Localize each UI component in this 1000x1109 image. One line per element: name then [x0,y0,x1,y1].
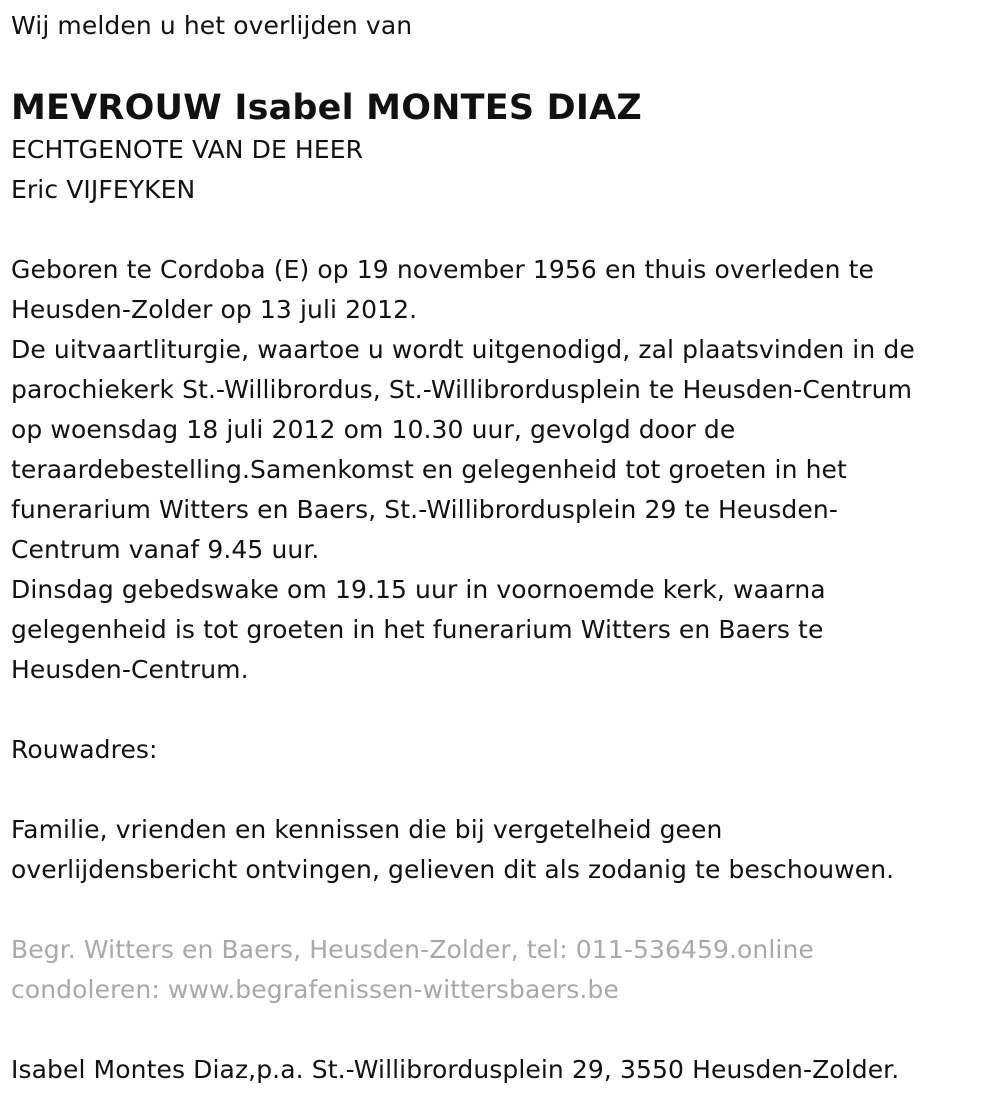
body-line: gelegenheid is tot groeten in het funerarium Witters en Baers te [11,615,824,644]
spacer [11,890,1000,930]
undertaker-line: condoleren: www.begrafenissen-wittersbaers.be [11,975,619,1004]
spacer [11,210,1000,250]
body-line: Geboren te Cordoba (E) op 19 november 1956 en thuis overleden te [11,255,874,284]
body-line: parochiekerk St.-Willibrordus, St.-Willibrordusplein te Heusden-Centrum [11,375,913,404]
deceased-name: MEVROUW Isabel MONTES DIAZ [11,88,642,128]
mourning-address: Isabel Montes Diaz,p.a. St.-Willibrordusplein 29, 3550 Heusden-Zolder. [11,1055,900,1084]
spacer [11,690,1000,730]
spacer [11,770,1000,810]
family-notice [11,810,1000,890]
family-line: Familie, vrienden en kennissen die bij vergetelheid geen [11,815,723,844]
undertaker-line: Begr. Witters en Baers, Heusden-Zolder, tel: 011-536459.online [11,935,814,964]
spacer [11,1010,1000,1050]
body-line: teraardebestelling.Samenkomst en gelegenheid tot groeten in het [11,455,847,484]
rouwadres-label: Rouwadres: [11,735,158,764]
body-line: Centrum vanaf 9.45 uur. [11,535,320,564]
body-text [11,250,1000,690]
spouse-block [11,130,1000,210]
body-line: De uitvaartliturgie, waartoe u wordt uitgenodigd, zal plaatsvinden in de [11,335,915,364]
spouse-line-1: ECHTGENOTE VAN DE HEER [11,135,364,164]
body-line: Dinsdag gebedswake om 19.15 uur in voornoemde kerk, waarna [11,575,826,604]
body-line: funerarium Witters en Baers, St.-Willibrordusplein 29 te Heusden- [11,495,838,524]
body-line: Heusden-Centrum. [11,655,249,684]
family-line: overlijdensbericht ontvingen, gelieven dit als zodanig te beschouwen. [11,855,895,884]
intro-text: Wij melden u het overlijden van [11,11,413,40]
spouse-line-2: Eric VIJFEYKEN [11,175,196,204]
undertaker-info [11,930,1000,1010]
body-line: Heusden-Zolder op 13 juli 2012. [11,295,418,324]
body-line: op woensdag 18 juli 2012 om 10.30 uur, gevolgd door de [11,415,736,444]
